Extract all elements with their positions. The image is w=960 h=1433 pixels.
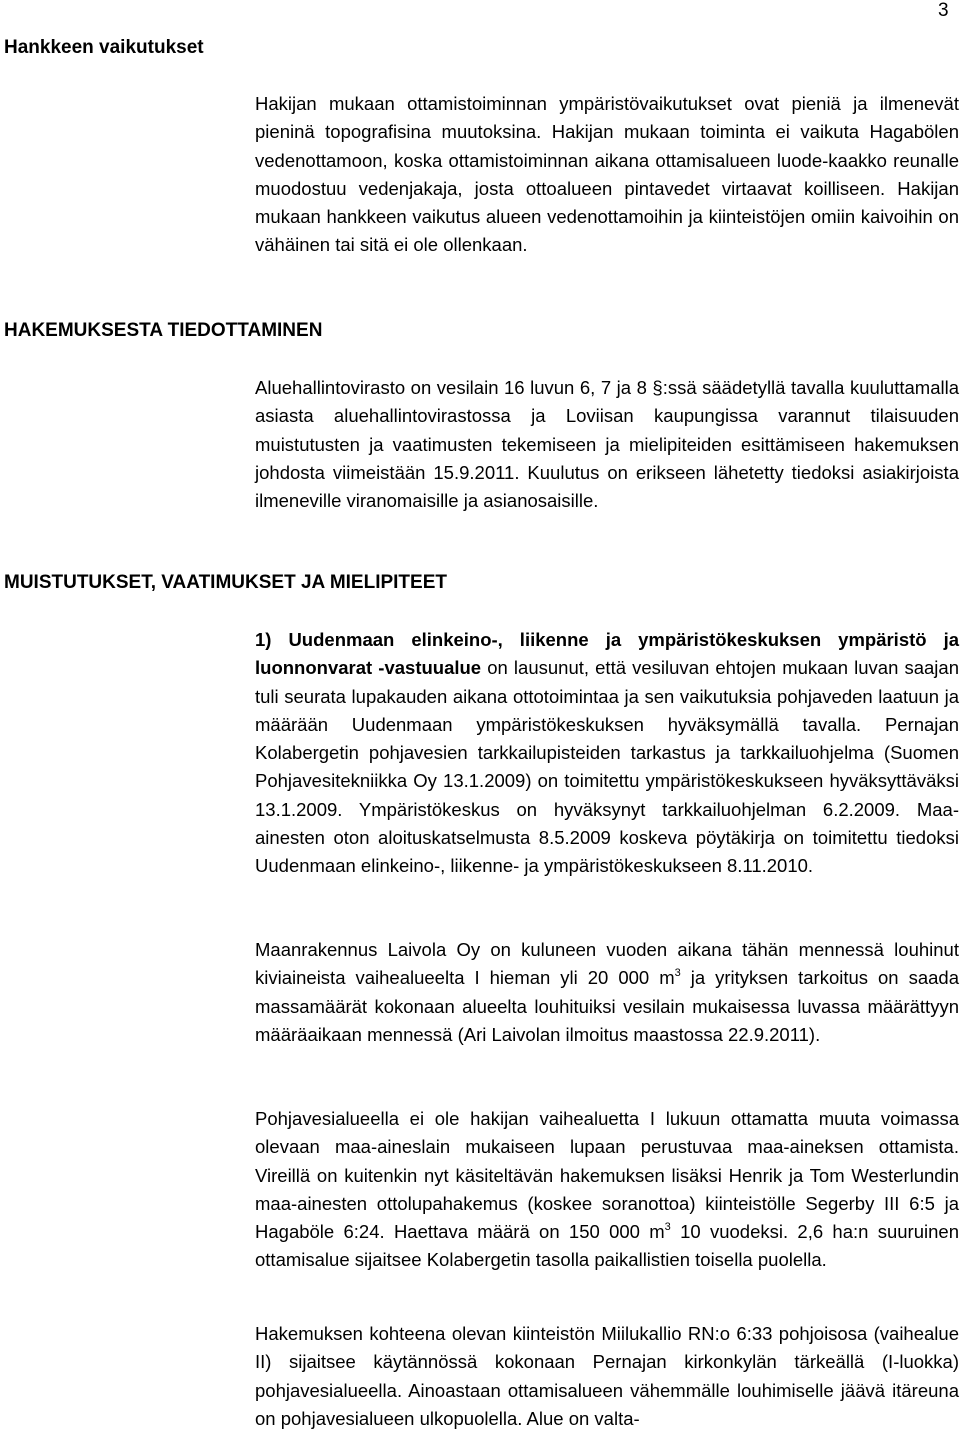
remarks-paragraph-4: Hakemuksen kohteena olevan kiinteistön Miilukallio RN:o 6:33 pohjoisosa (vaihealue II) sijaitsee käytännössä kokonaan Pernajan kirkonkylän tärkeällä (I-luokka) pohjavesialueella. Ainoastaan ottamisalueen vähemmälle louhimiselle jäävä itäreuna on pohjavesialueen ulkopuolella. Alue on valta- [255, 1323, 959, 1429]
remarks-paragraph-3 [255, 1105, 959, 1275]
page-number: 3 [938, 0, 949, 21]
section-heading-impacts: Hankkeen vaikutukset [4, 37, 204, 58]
remarks-paragraph-3-text-a: Pohjavesialueella ei ole hakijan vaihealuetta I lukuun ottamatta muuta voimassa olevaan maa-aineslain mukaiseen lupaan perustuvaa maa-aineksen ottamista. Vireillä on kuitenkin nyt käsiteltävän hakemuksen lisäksi Henrik ja Tom Westerlundin maa-ainesten ottolupahakemus (koskee soranottoa) kiinteistölle Segerby III 6:5 ja Hagaböle 6:24. Haettava määrä on 150 000 m [255, 1108, 959, 1243]
superscript-3: 3 [664, 1221, 671, 1234]
notification-paragraph: Aluehallintovirasto on vesilain 16 luvun 6, 7 ja 8 §:ssä säädetyllä tavalla kuuluttamalla asiasta aluehallintovirastossa ja Loviisan kaupungissa varannut tilaisuuden muistutusten ja vaatimusten tekemiseen ja mielipiteiden esittämiseen hakemuksen johdosta viimeistään 15.9.2011. Kuulutus on erikseen lähetetty tiedoksi asiakirjoista ilmeneville viranomaisille ja asianosaisille. [255, 377, 959, 512]
remarks-paragraph-2-text-a: Maanrakennus Laivola Oy on kuluneen vuoden aikana tähän mennessä louhinut kiviaineista vaihealueelta I hieman yli 20 000 m [255, 939, 959, 989]
section-heading-remarks: MUISTUTUKSET, VAATIMUKSET JA MIELIPITEET [4, 572, 447, 593]
remarks-paragraph-2 [255, 936, 959, 1049]
authority-name: 1) Uudenmaan elinkeino-, liikenne ja ympäristökeskuksen ympäristö ja luonnonvarat -vastuualue [255, 629, 959, 679]
section-heading-notification: HAKEMUKSESTA TIEDOTTAMINEN [4, 320, 323, 341]
remarks-paragraph-3-text-b: 10 vuodeksi. 2,6 ha:n suuruinen ottamisalue sijaitsee Kolabergetin tasolla paikallistien toisella puolella. [255, 1221, 959, 1271]
remarks-paragraph-1 [255, 626, 959, 881]
remarks-paragraph-2-text-b: ja yrityksen tarkoitus on saada massamäärät kokonaan alueelta louhituiksi vesilain mukaisessa luvassa määrättyyn määräaikaan mennessä (Ari Laivolan ilmoitus maastossa 22.9.2011). [255, 967, 959, 1045]
impacts-paragraph: Hakijan mukaan ottamistoiminnan ympäristövaikutukset ovat pieniä ja ilmenevät pieninä topografisina muutoksina. Hakijan mukaan toiminta ei vaikuta Hagabölen vedenottamoon, koska ottamistoiminnan aikana ottamisalueen luode-kaakko reunalle muodostuu vedenjakaja, josta ottoalueen pintavedet virtaavat koilliseen. Hakijan mukaan hankkeen vaikutus alueen vedenottamoihin ja kiinteistöjen omiin kaivoihin on vähäinen tai sitä ei ole ollenkaan. [255, 93, 959, 256]
superscript-3: 3 [674, 967, 681, 980]
remarks-paragraph-1-text: on lausunut, että vesiluvan ehtojen mukaan luvan saajan tuli seurata lupakauden aikana ottotoimintaa ja sen vaikutuksia pohjaveden laatuun ja määrään Uudenmaan ympäristökeskuksen hyväksymällä tavalla. Pernajan Kolabergetin pohjavesien tarkkailupisteiden tarkastus ja tarkkailuohjelma (Suomen Pohjavesitekniikka Oy 13.1.2009) on toimitettu ympäristökeskukseen hyväksyttäväksi 13.1.2009. Ympäristökeskus on hyväksynyt tarkkailuohjelman 6.2.2009. Maa-ainesten oton aloituskatselmusta 8.5.2009 koskeva pöytäkirja on toimitettu tiedoksi Uudenmaan elinkeino-, liikenne- ja ympäristökeskukseen 8.11.2010. [255, 657, 959, 877]
